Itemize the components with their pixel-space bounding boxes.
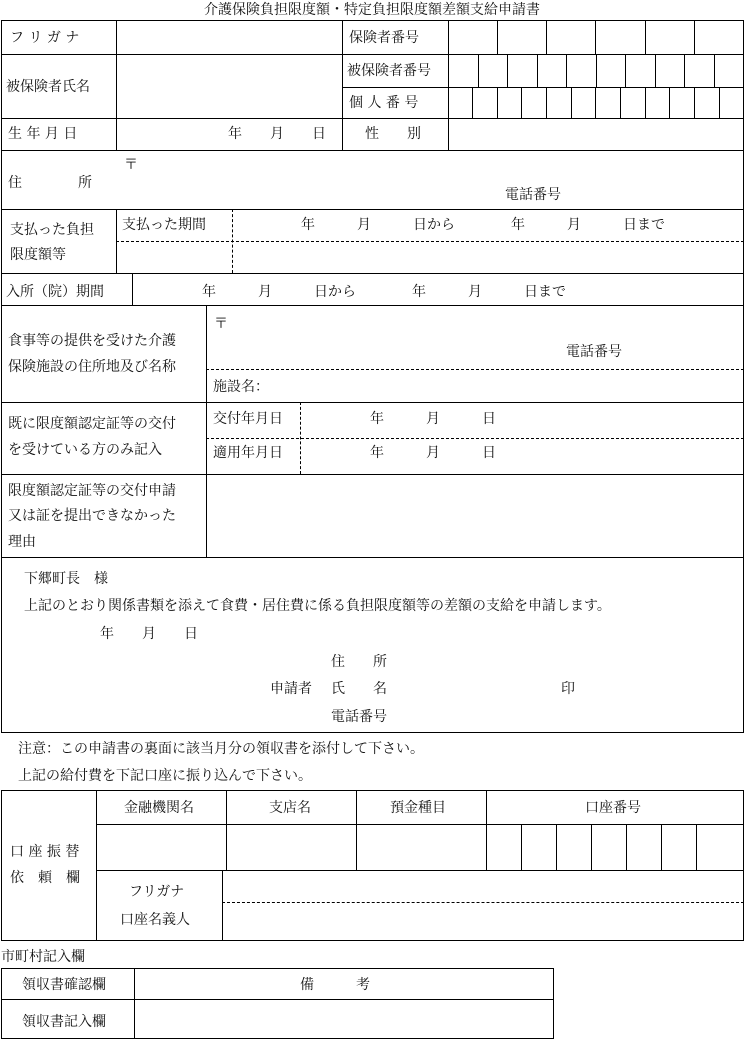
label-bank-name: 金融機関名 bbox=[124, 800, 194, 816]
admission-period-field[interactable]: 年 月 日から 年 月 日まで bbox=[202, 284, 566, 300]
label-insurer-number: 保険者番号 bbox=[349, 30, 419, 46]
label-reason-3: 理由 bbox=[8, 534, 36, 550]
label-transfer-1: 口 座 振 替 bbox=[10, 844, 80, 860]
application-date[interactable]: 年 月 日 bbox=[100, 626, 198, 642]
label-facility-1: 食事等の提供を受けた介護 bbox=[8, 333, 176, 349]
label-receipt-check: 領収書確認欄 bbox=[22, 977, 106, 993]
label-paid-limit-1: 支払った負担 bbox=[10, 222, 94, 238]
label-facility-name: 施設名： bbox=[213, 379, 269, 395]
label-facility-2: 保険施設の住所地及び名称 bbox=[8, 359, 176, 375]
transfer-note: 上記の給付費を下記口座に振り込んで下さい。 bbox=[18, 768, 312, 784]
facility-postal-mark: 〒 bbox=[214, 316, 228, 332]
label-sex: 性 別 bbox=[365, 126, 421, 142]
label-apply-date: 適用年月日 bbox=[213, 445, 283, 461]
postal-mark: 〒 bbox=[124, 157, 138, 173]
page-title: 介護保険負担限度額・特定負担限度額差額支給申請書 bbox=[204, 2, 540, 18]
declaration-box bbox=[1, 557, 744, 733]
note: 注意：この申請書の裏面に該当月分の領収書を添付して下さい。 bbox=[18, 741, 424, 757]
label-facility-phone: 電話番号 bbox=[566, 344, 622, 360]
label-receipt-entry: 領収書記入欄 bbox=[22, 1014, 106, 1030]
label-municipal: 市町村記入欄 bbox=[1, 949, 85, 965]
label-paid-period: 支払った期間 bbox=[122, 217, 206, 233]
label-cert-2: を受けている方のみ記入 bbox=[8, 442, 162, 458]
label-insured-name: 被保険者氏名 bbox=[6, 79, 90, 95]
seal-mark: 印 bbox=[561, 681, 575, 697]
label-cert-1: 既に限度額認定証等の交付 bbox=[8, 416, 176, 432]
label-furigana: フ リ ガ ナ bbox=[10, 30, 80, 46]
label-birthdate: 生 年 月 日 bbox=[8, 126, 78, 142]
label-deposit-type: 預金種目 bbox=[390, 800, 446, 816]
label-admission-period: 入所（院）期間 bbox=[6, 284, 104, 300]
label-paid-limit-2: 限度額等 bbox=[10, 247, 66, 263]
label-applicant-phone: 電話番号 bbox=[331, 709, 387, 725]
label-issue-date: 交付年月日 bbox=[213, 411, 283, 427]
label-applicant-address: 住 所 bbox=[331, 654, 387, 670]
label-personal-number: 個 人 番 号 bbox=[349, 95, 419, 111]
statement: 上記のとおり関係書類を添えて食費・居住費に係る負担限度額等の差額の支給を申請します。 bbox=[24, 598, 611, 614]
label-remarks: 備 考 bbox=[300, 977, 370, 993]
birthdate-field[interactable]: 年 月 日 bbox=[228, 126, 326, 142]
addressee: 下郷町長 様 bbox=[24, 571, 108, 587]
label-account-number: 口座番号 bbox=[585, 800, 641, 816]
label-account-holder: 口座名義人 bbox=[120, 912, 190, 928]
label-phone: 電話番号 bbox=[505, 187, 561, 203]
paid-period-field[interactable]: 年 月 日から 年 月 日まで bbox=[301, 217, 665, 233]
label-insured-number: 被保険者番号 bbox=[347, 63, 431, 79]
label-transfer-2: 依 頼 欄 bbox=[10, 870, 80, 886]
label-branch: 支店名 bbox=[269, 800, 311, 816]
apply-date-field[interactable]: 年 月 日 bbox=[370, 445, 496, 461]
label-reason-2: 又は証を提出できなかった bbox=[8, 508, 176, 524]
label-applicant: 申請者 bbox=[270, 681, 312, 697]
label-account-furigana: フリガナ bbox=[129, 884, 185, 900]
issue-date-field[interactable]: 年 月 日 bbox=[370, 411, 496, 427]
label-applicant-name: 氏 名 bbox=[331, 681, 387, 697]
label-reason-1: 限度額認定証等の交付申請 bbox=[8, 483, 176, 499]
label-address: 住 所 bbox=[8, 175, 92, 191]
